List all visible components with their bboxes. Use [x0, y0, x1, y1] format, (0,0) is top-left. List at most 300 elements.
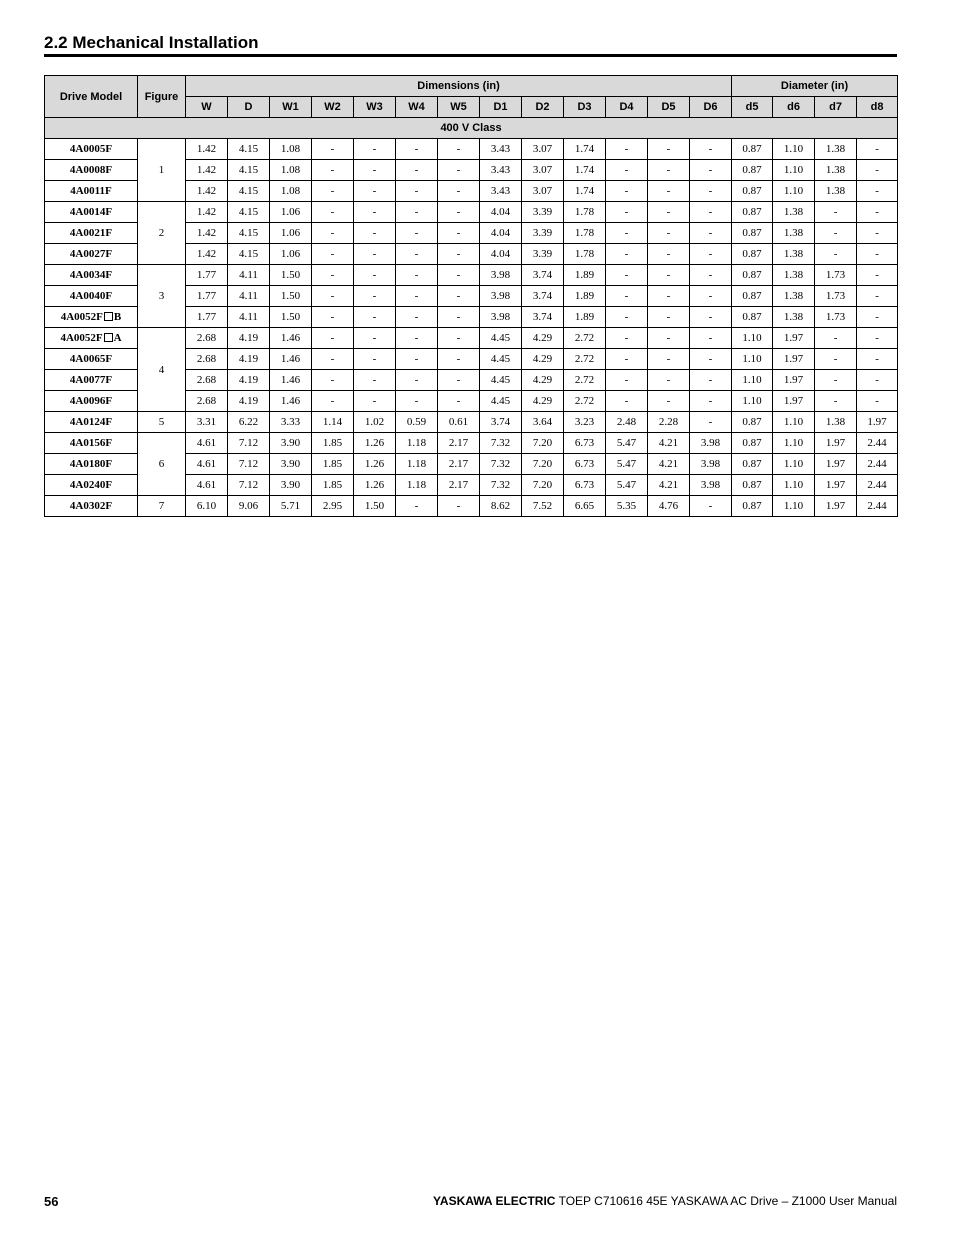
value-cell-d2: 3.39 [522, 244, 564, 265]
value-cell-d7: 1.73 [815, 307, 857, 328]
drive-model-cell [45, 160, 138, 181]
value-cell-d: 4.15 [228, 244, 270, 265]
value-cell-w2: - [312, 328, 354, 349]
value-cell-w: 1.77 [186, 265, 228, 286]
class-label: 400 V Class [45, 118, 898, 139]
value-cell-d2: 3.39 [522, 202, 564, 223]
value-cell-d5: 0.87 [732, 223, 773, 244]
value-cell-d6: 1.10 [773, 496, 815, 517]
placeholder-square-icon [104, 333, 113, 342]
value-cell-w3: - [354, 139, 396, 160]
value-cell-d6: - [690, 328, 732, 349]
drive-model-cell [45, 475, 138, 496]
value-cell-d: 4.19 [228, 391, 270, 412]
value-cell-d2: 4.29 [522, 328, 564, 349]
drive-model-cell [45, 454, 138, 475]
value-cell-d3: 1.89 [564, 286, 606, 307]
drive-model-text: 4A0240F [69, 479, 113, 491]
value-cell-d2: 7.20 [522, 454, 564, 475]
figure-cell: 6 [138, 433, 186, 496]
value-cell-w3: 1.02 [354, 412, 396, 433]
value-cell-w: 1.42 [186, 139, 228, 160]
header-diameter: Diameter (in) [732, 76, 898, 97]
value-cell-d3: 1.78 [564, 202, 606, 223]
value-cell-d4: - [606, 160, 648, 181]
value-cell-d1: 4.45 [480, 370, 522, 391]
value-cell-d3: 2.72 [564, 391, 606, 412]
value-cell-d6: - [690, 244, 732, 265]
value-cell-d5: - [648, 139, 690, 160]
value-cell-w5: - [438, 307, 480, 328]
value-cell-d1: 4.04 [480, 244, 522, 265]
value-cell-d: 4.19 [228, 328, 270, 349]
figure-cell: 3 [138, 265, 186, 328]
value-cell-d3: 1.89 [564, 265, 606, 286]
value-cell-d6: - [690, 139, 732, 160]
drive-model-text: 4A0014F [69, 206, 113, 218]
value-cell-d4: - [606, 349, 648, 370]
value-cell-d4: - [606, 139, 648, 160]
value-cell-d6: 3.98 [690, 433, 732, 454]
value-cell-d8: 2.44 [857, 475, 898, 496]
value-cell-d5: - [648, 244, 690, 265]
drive-model-text: 4A0005F [69, 143, 113, 155]
value-cell-w1: 1.50 [270, 307, 312, 328]
value-cell-d6: - [690, 202, 732, 223]
value-cell-d8: - [857, 223, 898, 244]
value-cell-d5: 0.87 [732, 475, 773, 496]
drive-model-text: 4A0052F [60, 332, 103, 344]
value-cell-d8: - [857, 265, 898, 286]
value-cell-d7: - [815, 244, 857, 265]
value-cell-d: 6.22 [228, 412, 270, 433]
value-cell-w4: - [396, 307, 438, 328]
footer-doc-ref: TOEP C710616 45E YASKAWA AC Drive – Z1000 User Manual [558, 1194, 897, 1208]
value-cell-d5: 4.21 [648, 454, 690, 475]
value-cell-d7: 1.97 [815, 475, 857, 496]
value-cell-d4: - [606, 286, 648, 307]
drive-model-text: 4A0008F [69, 164, 113, 176]
value-cell-d5: 0.87 [732, 265, 773, 286]
value-cell-w1: 3.90 [270, 454, 312, 475]
value-cell-d6: 1.38 [773, 223, 815, 244]
value-cell-w3: - [354, 349, 396, 370]
value-cell-d1: 3.98 [480, 286, 522, 307]
value-cell-d6: 1.38 [773, 202, 815, 223]
value-cell-w2: - [312, 202, 354, 223]
value-cell-w1: 1.46 [270, 328, 312, 349]
value-cell-d7: 1.38 [815, 181, 857, 202]
value-cell-d7: - [815, 223, 857, 244]
value-cell-d5: 0.87 [732, 139, 773, 160]
value-cell-d1: 3.98 [480, 265, 522, 286]
value-cell-d1: 8.62 [480, 496, 522, 517]
value-cell-w2: 1.85 [312, 475, 354, 496]
figure-cell: 4 [138, 328, 186, 412]
value-cell-d7: - [815, 391, 857, 412]
drive-model-cell [45, 349, 138, 370]
value-cell-d6: - [690, 370, 732, 391]
value-cell-d5: 0.87 [732, 160, 773, 181]
value-cell-w4: - [396, 286, 438, 307]
value-cell-d4: - [606, 202, 648, 223]
value-cell-d6: 1.97 [773, 328, 815, 349]
value-cell-w: 1.77 [186, 286, 228, 307]
value-cell-d2: 4.29 [522, 349, 564, 370]
value-cell-d6: 3.98 [690, 475, 732, 496]
value-cell-w: 3.31 [186, 412, 228, 433]
figure-cell: 7 [138, 496, 186, 517]
drive-model-cell [45, 223, 138, 244]
value-cell-d8: 2.44 [857, 496, 898, 517]
value-cell-d5: 1.10 [732, 370, 773, 391]
value-cell-w3: 1.26 [354, 433, 396, 454]
drive-model-cell [45, 286, 138, 307]
value-cell-d4: - [606, 391, 648, 412]
table-header-row-1 [45, 76, 898, 97]
value-cell-d7: 1.97 [815, 496, 857, 517]
value-cell-d7: 1.73 [815, 286, 857, 307]
drive-model-cell [45, 496, 138, 517]
value-cell-w1: 1.50 [270, 286, 312, 307]
value-cell-d3: 1.74 [564, 139, 606, 160]
value-cell-d: 4.15 [228, 223, 270, 244]
value-cell-w4: - [396, 328, 438, 349]
value-cell-d7: - [815, 370, 857, 391]
value-cell-w1: 3.90 [270, 433, 312, 454]
drive-model-text: 4A0065F [69, 353, 113, 365]
value-cell-d6: - [690, 349, 732, 370]
value-cell-d6: 1.10 [773, 139, 815, 160]
value-cell-d8: 2.44 [857, 454, 898, 475]
value-cell-d4: 2.48 [606, 412, 648, 433]
value-cell-d: 4.15 [228, 160, 270, 181]
value-cell-d4: - [606, 244, 648, 265]
value-cell-w5: - [438, 265, 480, 286]
value-cell-d2: 7.52 [522, 496, 564, 517]
header-d7: d7 [815, 97, 857, 118]
value-cell-w1: 1.50 [270, 265, 312, 286]
value-cell-w2: - [312, 160, 354, 181]
value-cell-d6: 1.38 [773, 265, 815, 286]
value-cell-d3: 1.89 [564, 307, 606, 328]
value-cell-d6: 1.10 [773, 475, 815, 496]
drive-model-suffix: B [113, 311, 122, 323]
value-cell-d1: 4.04 [480, 202, 522, 223]
header-d2: D2 [522, 97, 564, 118]
value-cell-d4: - [606, 181, 648, 202]
page-number: 56 [44, 1194, 59, 1209]
value-cell-d: 7.12 [228, 433, 270, 454]
value-cell-w3: 1.26 [354, 454, 396, 475]
value-cell-d5: 0.87 [732, 181, 773, 202]
value-cell-w5: - [438, 391, 480, 412]
value-cell-d5: - [648, 286, 690, 307]
value-cell-w1: 5.71 [270, 496, 312, 517]
value-cell-d3: 2.72 [564, 349, 606, 370]
value-cell-w4: 1.18 [396, 433, 438, 454]
drive-model-text: 4A0021F [69, 227, 113, 239]
value-cell-w: 2.68 [186, 328, 228, 349]
value-cell-w3: - [354, 181, 396, 202]
value-cell-w2: 1.85 [312, 454, 354, 475]
value-cell-w1: 1.46 [270, 391, 312, 412]
value-cell-w5: - [438, 181, 480, 202]
value-cell-d6: - [690, 286, 732, 307]
value-cell-d4: - [606, 328, 648, 349]
value-cell-w2: - [312, 349, 354, 370]
value-cell-w4: - [396, 370, 438, 391]
value-cell-d2: 3.07 [522, 181, 564, 202]
value-cell-d5: - [648, 349, 690, 370]
value-cell-d6: - [690, 181, 732, 202]
header-d1: D1 [480, 97, 522, 118]
value-cell-w2: - [312, 391, 354, 412]
value-cell-w3: - [354, 286, 396, 307]
value-cell-d6: 1.38 [773, 244, 815, 265]
value-cell-w5: - [438, 139, 480, 160]
value-cell-w4: - [396, 160, 438, 181]
value-cell-w2: 2.95 [312, 496, 354, 517]
value-cell-d8: 2.44 [857, 433, 898, 454]
value-cell-w1: 3.33 [270, 412, 312, 433]
value-cell-d: 7.12 [228, 454, 270, 475]
value-cell-d7: 1.97 [815, 433, 857, 454]
value-cell-d4: - [606, 307, 648, 328]
value-cell-d6: - [690, 307, 732, 328]
header-w5: W5 [438, 97, 480, 118]
header-d3: D3 [564, 97, 606, 118]
value-cell-w3: - [354, 391, 396, 412]
value-cell-w1: 1.06 [270, 244, 312, 265]
value-cell-w: 2.68 [186, 349, 228, 370]
value-cell-w1: 3.90 [270, 475, 312, 496]
value-cell-d5: - [648, 202, 690, 223]
drive-model-cell [45, 244, 138, 265]
drive-model-text: 4A0156F [69, 437, 113, 449]
value-cell-w4: - [396, 223, 438, 244]
drive-model-text: 4A0040F [69, 290, 113, 302]
value-cell-d1: 4.45 [480, 391, 522, 412]
value-cell-w2: - [312, 370, 354, 391]
value-cell-w2: - [312, 265, 354, 286]
value-cell-d1: 7.32 [480, 433, 522, 454]
value-cell-w5: - [438, 202, 480, 223]
value-cell-d7: 1.73 [815, 265, 857, 286]
value-cell-d: 4.15 [228, 139, 270, 160]
footer-brand: YASKAWA ELECTRIC [433, 1194, 556, 1208]
value-cell-d6: - [690, 412, 732, 433]
value-cell-d1: 3.43 [480, 181, 522, 202]
header-w3: W3 [354, 97, 396, 118]
drive-model-text: 4A0034F [69, 269, 113, 281]
table-row [45, 202, 898, 223]
value-cell-d3: 6.73 [564, 454, 606, 475]
value-cell-w5: 2.17 [438, 454, 480, 475]
value-cell-w5: - [438, 496, 480, 517]
value-cell-w1: 1.08 [270, 139, 312, 160]
drive-model-cell [45, 391, 138, 412]
value-cell-d8: - [857, 307, 898, 328]
value-cell-w4: - [396, 349, 438, 370]
header-d5: d5 [732, 97, 773, 118]
drive-model-cell [45, 307, 138, 328]
value-cell-d4: 5.47 [606, 454, 648, 475]
value-cell-d7: 1.38 [815, 160, 857, 181]
value-cell-d6: 1.97 [773, 391, 815, 412]
value-cell-d5: - [648, 160, 690, 181]
value-cell-d5: 0.87 [732, 244, 773, 265]
value-cell-d8: - [857, 370, 898, 391]
value-cell-d2: 3.74 [522, 286, 564, 307]
value-cell-d5: - [648, 391, 690, 412]
value-cell-w3: - [354, 244, 396, 265]
header-w4: W4 [396, 97, 438, 118]
value-cell-w4: - [396, 202, 438, 223]
drive-model-text: 4A0302F [69, 500, 113, 512]
value-cell-d1: 7.32 [480, 475, 522, 496]
value-cell-d5: - [648, 307, 690, 328]
value-cell-d6: 1.10 [773, 160, 815, 181]
value-cell-w5: - [438, 223, 480, 244]
value-cell-d6: 1.10 [773, 181, 815, 202]
value-cell-w5: 2.17 [438, 433, 480, 454]
table-row [45, 412, 898, 433]
value-cell-d7: 1.97 [815, 454, 857, 475]
value-cell-w4: - [396, 244, 438, 265]
value-cell-d4: 5.47 [606, 433, 648, 454]
drive-model-text: 4A0077F [69, 374, 113, 386]
value-cell-w5: 0.61 [438, 412, 480, 433]
value-cell-d2: 7.20 [522, 433, 564, 454]
drive-model-text: 4A0124F [69, 416, 113, 428]
table-body [45, 139, 898, 517]
value-cell-d: 4.11 [228, 286, 270, 307]
value-cell-w3: 1.50 [354, 496, 396, 517]
value-cell-d4: - [606, 223, 648, 244]
value-cell-d: 4.11 [228, 307, 270, 328]
header-w1: W1 [270, 97, 312, 118]
value-cell-d1: 4.45 [480, 328, 522, 349]
value-cell-d8: - [857, 139, 898, 160]
drive-model-text: 4A0096F [69, 395, 113, 407]
value-cell-w3: - [354, 328, 396, 349]
value-cell-w1: 1.08 [270, 181, 312, 202]
value-cell-w4: - [396, 139, 438, 160]
header-d5: D5 [648, 97, 690, 118]
value-cell-d8: - [857, 349, 898, 370]
value-cell-d6: 1.97 [773, 349, 815, 370]
value-cell-d8: - [857, 244, 898, 265]
section-title: 2.2 Mechanical Installation [44, 33, 259, 52]
drive-model-cell [45, 412, 138, 433]
value-cell-d5: - [648, 265, 690, 286]
value-cell-d5: 0.87 [732, 286, 773, 307]
value-cell-d8: 1.97 [857, 412, 898, 433]
value-cell-w5: - [438, 160, 480, 181]
value-cell-w: 6.10 [186, 496, 228, 517]
drive-model-suffix: A [113, 332, 122, 344]
value-cell-d5: 4.76 [648, 496, 690, 517]
value-cell-d2: 3.07 [522, 139, 564, 160]
table-row [45, 496, 898, 517]
value-cell-w1: 1.08 [270, 160, 312, 181]
header-d: D [228, 97, 270, 118]
value-cell-w2: - [312, 223, 354, 244]
drive-model-cell [45, 139, 138, 160]
value-cell-d8: - [857, 160, 898, 181]
value-cell-d5: 0.87 [732, 202, 773, 223]
footer-doc-info [433, 1194, 897, 1208]
value-cell-d: 4.15 [228, 181, 270, 202]
drive-model-text: 4A0052F [60, 311, 103, 323]
value-cell-w2: - [312, 139, 354, 160]
value-cell-d5: 0.87 [732, 454, 773, 475]
value-cell-w: 1.77 [186, 307, 228, 328]
value-cell-d6: - [690, 496, 732, 517]
value-cell-d6: 1.10 [773, 454, 815, 475]
value-cell-d3: 2.72 [564, 328, 606, 349]
value-cell-d3: 1.74 [564, 160, 606, 181]
value-cell-w1: 1.06 [270, 202, 312, 223]
header-d6: d6 [773, 97, 815, 118]
value-cell-w3: - [354, 202, 396, 223]
value-cell-w: 2.68 [186, 391, 228, 412]
value-cell-w5: - [438, 286, 480, 307]
figure-cell: 1 [138, 139, 186, 202]
value-cell-d5: - [648, 181, 690, 202]
value-cell-w3: - [354, 370, 396, 391]
drive-model-text: 4A0027F [69, 248, 113, 260]
value-cell-d3: 1.78 [564, 244, 606, 265]
value-cell-w: 1.42 [186, 202, 228, 223]
value-cell-d5: - [648, 370, 690, 391]
drive-model-cell [45, 202, 138, 223]
value-cell-d6: 3.98 [690, 454, 732, 475]
value-cell-d2: 4.29 [522, 370, 564, 391]
value-cell-d7: 1.38 [815, 412, 857, 433]
value-cell-d2: 3.74 [522, 265, 564, 286]
value-cell-d5: 0.87 [732, 307, 773, 328]
value-cell-d1: 3.43 [480, 160, 522, 181]
drive-model-cell [45, 328, 138, 349]
value-cell-d5: 4.21 [648, 475, 690, 496]
value-cell-d4: 5.47 [606, 475, 648, 496]
value-cell-d6: - [690, 160, 732, 181]
value-cell-d6: - [690, 265, 732, 286]
value-cell-w: 1.42 [186, 244, 228, 265]
value-cell-d5: 1.10 [732, 391, 773, 412]
drive-model-cell [45, 265, 138, 286]
value-cell-w5: 2.17 [438, 475, 480, 496]
value-cell-w5: - [438, 328, 480, 349]
value-cell-d2: 3.64 [522, 412, 564, 433]
value-cell-d4: - [606, 265, 648, 286]
value-cell-w3: - [354, 307, 396, 328]
value-cell-d5: - [648, 328, 690, 349]
value-cell-d3: 6.73 [564, 433, 606, 454]
header-drive-model: Drive Model [45, 76, 138, 118]
value-cell-d5: 0.87 [732, 412, 773, 433]
header-dimensions: Dimensions (in) [186, 76, 732, 97]
value-cell-w2: 1.14 [312, 412, 354, 433]
value-cell-d: 7.12 [228, 475, 270, 496]
value-cell-d3: 1.74 [564, 181, 606, 202]
value-cell-d7: - [815, 328, 857, 349]
value-cell-d: 4.11 [228, 265, 270, 286]
value-cell-w4: - [396, 391, 438, 412]
value-cell-w4: 1.18 [396, 454, 438, 475]
